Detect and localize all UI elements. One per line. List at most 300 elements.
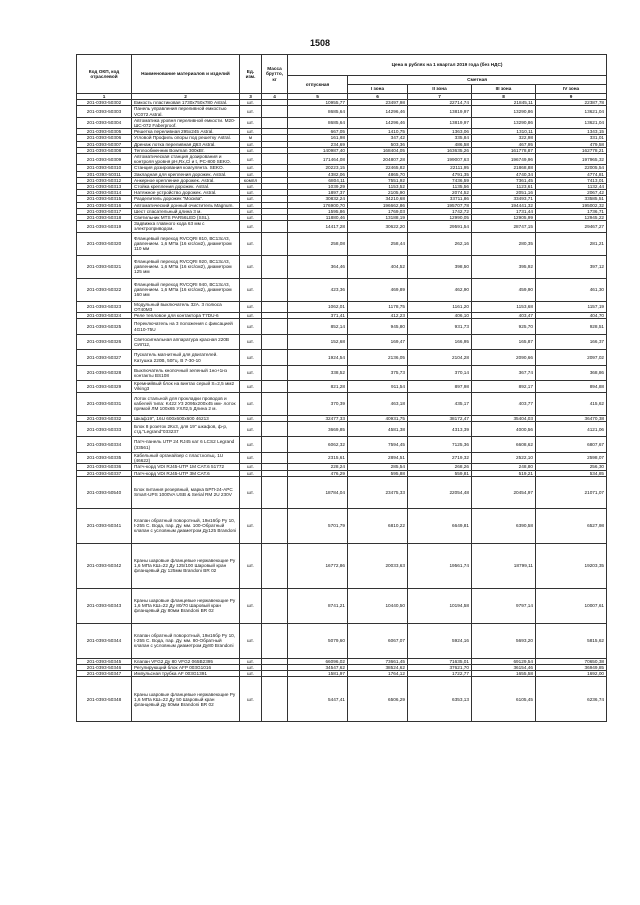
item-unit: шт. [240,202,262,208]
item-mass [262,452,288,463]
price-zone-1: 463,18 [348,392,408,415]
price-zone-2: 931,73 [408,319,472,335]
price-zone-2: 5924,16 [408,623,472,658]
table-row [77,301,607,312]
table-row [77,365,607,381]
item-name: Краны шаровые фланцевые нержавеющие Ру 1,6 МПа КШ=22 Ду 125/100 Шаровый кран фланцевый Ду 125мм Brandoni BR 02 [132,543,240,588]
price-zone-2: 370,14 [408,365,472,381]
price-zone-3: 9797,14 [472,588,536,623]
item-code: 201-0393-50319 [77,221,132,232]
price-zone-2: 1363,06 [408,129,472,135]
price-zone-3: 892,17 [472,381,536,392]
col-number: 7 [408,94,472,100]
price-zone-1: 6810,22 [348,508,408,543]
table-row [77,215,607,221]
price-zone-3: 21868,88 [472,165,536,171]
table-row [77,476,607,508]
table-row [77,588,607,623]
item-name: Модульный выключатель 32А. 3 полюса ОТ40М3 [132,301,240,312]
price-release: 258,08 [288,232,348,255]
item-mass [262,437,288,453]
item-unit: шт. [240,464,262,470]
item-code: 201-0393-50332 [77,415,132,421]
item-code: 201-0393-50335 [77,452,132,463]
price-release: 14417,28 [288,221,348,232]
item-code: 201-0393-50342 [77,543,132,588]
price-zone-2: 406,10 [408,313,472,319]
table-row [77,129,607,135]
price-zone-1: 73661,45 [348,658,408,664]
table-row [77,232,607,255]
item-code: 201-0393-50325 [77,319,132,335]
item-mass [262,319,288,335]
item-unit: шт. [240,671,262,677]
price-zone-1: 945,80 [348,319,408,335]
price-zone-2: 10194,58 [408,588,472,623]
table-row [77,543,607,588]
item-code: 201-0393-50306 [77,135,132,141]
price-zone-3: 4740,34 [472,171,536,177]
col-number: 3 [240,94,262,100]
price-release: 371,41 [288,313,348,319]
price-zone-2: 163635,26 [408,147,472,153]
header-name: Наименование материалов и изделий [132,55,240,94]
item-name: Краны шаровые фланцевые нержавеющие Ру 1,6 МПа КШ=22 Ду 80/70 Шаровый кран фланцевый Ду 80мм Brandoni BR 02 [132,588,240,623]
item-code: 201-0393-50311 [77,171,132,177]
price-release: 161,98 [288,135,348,141]
price-zone-3: 467,95 [472,141,536,147]
item-code: 201-0393-50327 [77,350,132,366]
price-zone-4: 1157,19 [536,301,607,312]
item-code: 201-0393-50310 [77,165,132,171]
price-release: 1039,29 [288,184,348,190]
table-row [77,165,607,171]
header-zone-3: III зона [472,85,536,94]
price-release: 11880,46 [288,215,348,221]
item-unit: шт. [240,129,262,135]
price-zone-4: 70650,38 [536,658,607,664]
price-zone-4: 368,86 [536,365,607,381]
price-zone-4: 13621,04 [536,106,607,117]
item-unit: шт. [240,658,262,664]
price-zone-3: 2090,66 [472,350,536,366]
item-unit: шт. [240,184,262,190]
price-zone-1: 1178,75 [348,301,408,312]
table-row [77,196,607,202]
price-zone-4: 1736,71 [536,208,607,214]
item-mass [262,392,288,415]
price-zone-1: 14296,46 [348,117,408,128]
price-zone-4: 2097,02 [536,350,607,366]
price-zone-1: 1764,12 [348,671,408,677]
col-number: 1 [77,94,132,100]
price-release: 3669,85 [288,421,348,437]
item-name: Блок питания резервный, марка БРП-24-APC Smart-UPS 1000VA USB & Serial RM 2U 230V [132,476,240,508]
price-zone-3: 33493,71 [472,196,536,202]
col-number: 6 [348,94,408,100]
price-release: 171464,08 [288,154,348,165]
table-row [77,208,607,214]
price-zone-3: 161778,87 [472,147,536,153]
item-mass [262,278,288,301]
item-name: Фланцевый переход RVCQRI 810, ВС13сл3, давлением. 1,6 МПа (16 кгс/см2), диаметром 110 мм [132,232,240,255]
item-name: Автоматический донный очиститель Magnum. [132,202,240,208]
price-zone-2: 22714,74 [408,100,472,106]
price-zone-1: 168404,05 [348,147,408,153]
item-unit: шт. [240,147,262,153]
item-mass [262,154,288,165]
price-zone-2: 37621,70 [408,664,472,670]
item-name: Шкаф19", 16U 600х600х600 46213 [132,415,240,421]
price-zone-1: 204807,28 [348,154,408,165]
price-release: 1062,01 [288,301,348,312]
item-unit: шт. [240,232,262,255]
table-row [77,117,607,128]
item-unit: шт. [240,350,262,366]
item-name: Клапан VFG2 Ду 80 VFG2 065В2395 [132,658,240,664]
price-zone-4: 162778,21 [536,147,607,153]
price-release: 8741,21 [288,588,348,623]
price-zone-3: 7361,45 [472,177,536,183]
item-code: 201-0393-50336 [77,464,132,470]
price-release: 10955,77 [288,100,348,106]
item-mass [262,381,288,392]
price-release: 32477,33 [288,415,348,421]
price-release: 6062,32 [288,437,348,453]
item-name: Задвижка главного кода 63 мм с электроприводом. [132,221,240,232]
price-zone-3: 5693,20 [472,623,536,658]
price-zone-2: 6649,81 [408,508,472,543]
price-zone-2: 195707,78 [408,202,472,208]
table-row [77,464,607,470]
price-zone-1: 13188,19 [348,215,408,221]
header-estimate: Сметная [348,76,607,85]
price-release: 20223,15 [288,165,348,171]
price-release: 4382,06 [288,171,348,177]
price-release: 30832,24 [288,196,348,202]
item-name: Реле тепловое для контактора Т7DU-6 [132,313,240,319]
price-zone-4: 4774,81 [536,171,607,177]
price-zone-4: 534,85 [536,470,607,476]
item-mass [262,117,288,128]
price-zone-3: 20454,97 [472,476,536,508]
price-zone-3: 2522,10 [472,452,536,463]
item-name: Патч-панель UTP 24 RJ45 кат 6 LCS2 Legrand (33561) [132,437,240,453]
item-code: 201-0393-50317 [77,208,132,214]
item-unit: шт. [240,221,262,232]
price-zone-4: 4121,06 [536,421,607,437]
table-row [77,319,607,335]
price-zone-2: 22054,48 [408,476,472,508]
price-zone-1: 258,44 [348,232,408,255]
table-row [77,421,607,437]
price-zone-2: 897,98 [408,381,472,392]
price-release: 476,29 [288,470,348,476]
price-zone-3: 925,70 [472,319,536,335]
item-name: Выключатель кнопочный зеленый 1но+1нз контакты BS108 [132,365,240,381]
item-name: Кабельный органайзер с пласт.кольц. 1U (46622) [132,452,240,463]
item-code: 201-0393-50343 [77,588,132,623]
price-zone-3: 2051,16 [472,190,536,196]
price-zone-4: 404,70 [536,313,607,319]
item-name: Автоматика уровня переливной емкости. M20-ШС-072 Faberproof. [132,117,240,128]
item-mass [262,301,288,312]
price-zone-2: 262,16 [408,232,472,255]
price-zone-4: 894,88 [536,381,607,392]
header-zone-2: II зона [408,85,472,94]
item-code: 201-0393-50323 [77,301,132,312]
price-zone-4: 166,37 [536,334,607,350]
price-zone-1: 7594,45 [348,437,408,453]
price-release: 1924,54 [288,350,348,366]
item-unit: шт. [240,215,262,221]
price-zone-4: 1343,15 [536,129,607,135]
price-zone-4: 2067,42 [536,190,607,196]
item-name: Регулирующий блок AFP 003G1016 [132,664,240,670]
table-body [77,100,607,722]
price-zone-4: 256,30 [536,464,607,470]
price-release: 852,14 [288,319,348,335]
table-row [77,141,607,147]
price-zone-1: 14296,46 [348,106,408,117]
price-zone-3: 194441,32 [472,202,536,208]
price-zone-1: 404,52 [348,255,408,278]
item-unit: шт. [240,508,262,543]
table-row [77,452,607,463]
item-name: Натяжное устройство дорожек. Astral. [132,190,240,196]
price-zone-2: 19561,74 [408,543,472,588]
price-zone-1: 196662,86 [348,202,408,208]
item-name: Дренаж лотка переливная Д63 Astral. [132,141,240,147]
price-zone-1: 1410,75 [348,129,408,135]
item-name: Теплообменник Bowman 300кВт. [132,147,240,153]
header-mass: Масса брутто, кг [262,55,288,94]
item-code: 201-0393-50333 [77,421,132,437]
price-zone-2: 268,26 [408,464,472,470]
col-number: 5 [288,94,348,100]
item-unit: шт. [240,452,262,463]
price-zone-1: 1153,52 [348,184,408,190]
price-zone-3: 6608,62 [472,437,536,453]
price-zone-4: 415,62 [536,392,607,415]
price-zone-4: 461,30 [536,278,607,301]
price-zone-4: 33585,51 [536,196,607,202]
item-name: Светильник MTS PAR56LED (SSL). [132,215,240,221]
item-name: Решетка переливная 295х245 Astral. [132,129,240,135]
price-release: 18784,04 [288,476,348,508]
price-zone-4: 7413,01 [536,177,607,183]
item-unit: компл [240,177,262,183]
price-release: 6804,11 [288,177,348,183]
price-zone-3: 403,47 [472,313,536,319]
price-zone-4: 12945,22 [536,215,607,221]
item-mass [262,221,288,232]
price-zone-2: 1135,56 [408,184,472,190]
price-zone-2: 71635,01 [408,658,472,664]
price-zone-3: 1153,68 [472,301,536,312]
item-name: Краны шаровые фланцевые нержавеющие Ру 1,6 МПа КШ=22 Ду 50 Шаровый кран фланцевый Ду 50мм Brandoni BR 02 [132,677,240,722]
price-zone-1: 10440,50 [348,588,408,623]
price-zone-1: 469,89 [348,278,408,301]
price-zone-2: 29591,54 [408,221,472,232]
item-mass [262,476,288,508]
price-release: 8685,64 [288,106,348,117]
price-zone-3: 1310,11 [472,129,536,135]
table-row [77,350,607,366]
item-name: Шест спасательный длина 3 м. [132,208,240,214]
price-zone-3: 459,90 [472,278,536,301]
price-zone-4: 22005,54 [536,165,607,171]
price-zone-3: 21845,11 [472,100,536,106]
price-zone-3: 13290,86 [472,106,536,117]
price-zone-1: 23475,33 [348,476,408,508]
item-unit: шт. [240,677,262,722]
item-code: 201-0393-50326 [77,334,132,350]
price-release: 228,24 [288,464,348,470]
price-zone-4: 21071,07 [536,476,607,508]
item-code: 201-0393-50346 [77,664,132,670]
item-unit: шт. [240,208,262,214]
item-mass [262,255,288,278]
price-zone-1: 503,36 [348,141,408,147]
table-row [77,177,607,183]
col-number: 4 [262,94,288,100]
price-zone-3: 196749,96 [472,154,536,165]
price-zone-3: 69129,54 [472,658,536,664]
price-zone-2: 166,95 [408,334,472,350]
item-name: Переключатель на 3 положения с фиксацией 4G10-75U [132,319,240,335]
item-unit: шт. [240,196,262,202]
price-zone-1: 412,23 [348,313,408,319]
price-zone-2: 4791,35 [408,171,472,177]
table-row [77,508,607,543]
table-row [77,154,607,165]
price-zone-1: 7551,92 [348,177,408,183]
header-price-title: Цена в рублях на 1 квартал 2019 года (без НДС) [288,55,607,76]
price-release: 667,05 [288,129,348,135]
price-zone-2: 2719,32 [408,452,472,463]
item-code: 201-0393-50308 [77,147,132,153]
item-unit: шт. [240,106,262,117]
item-unit: шт. [240,543,262,588]
price-zone-3: 35404,03 [472,415,536,421]
page-number: 1508 [309,38,331,48]
item-code: 201-0393-50320 [77,232,132,255]
item-code: 201-0393-50347 [77,671,132,677]
price-zone-2: 462,90 [408,278,472,301]
header-zone-4: IV зона [536,85,607,94]
price-zone-2: 4313,39 [408,421,472,437]
item-unit: м [240,135,262,141]
item-code: 201-0393-50318 [77,215,132,221]
header-code: Код ОКП, код отраслевой [77,55,132,94]
item-mass [262,543,288,588]
price-zone-1: 4865,70 [348,171,408,177]
item-unit: шт. [240,334,262,350]
price-zone-1: 23497,98 [348,100,408,106]
table-row [77,313,607,319]
item-unit: шт. [240,476,262,508]
item-mass [262,106,288,117]
price-zone-1: 2894,51 [348,452,408,463]
col-number: 9 [536,94,607,100]
item-code: 201-0393-50302 [77,100,132,106]
item-name: Емкость пластиковая 1730х750х780 Astral. [132,100,240,106]
price-zone-2: 335,84 [408,135,472,141]
price-zone-4: 6527,98 [536,508,607,543]
item-name: Лоток стальной для прокладки проводов и кабелей типа: K422 У3 2095х200х45 мм- лоток прямой ЛМ 100х65 УХЛ2,5 Длина 2 м. [132,392,240,415]
price-zone-4: 197965,32 [536,154,607,165]
price-zone-1: 2136,05 [348,350,408,366]
table-row [77,437,607,453]
item-unit: шт. [240,301,262,312]
price-zone-1: 169,47 [348,334,408,350]
item-name: Угловой Профиль опоры под решетку Astral. [132,135,240,141]
price-zone-2: 6353,13 [408,677,472,722]
item-name: Панель управления переливной емкостью VC072 Astral. [132,106,240,117]
price-zone-2: 12990,05 [408,215,472,221]
price-release: 140987,40 [288,147,348,153]
item-name: Анкерное крепление дорожек. Astral. [132,177,240,183]
item-unit: шт. [240,255,262,278]
price-zone-1: 595,88 [348,470,408,476]
item-name: Патч-корд VDI RJ45-UTP 1M CAT.6 51772 [132,464,240,470]
table-row [77,100,607,106]
item-name: Импульсная трубка AF 003G1391 [132,671,240,677]
table-row [77,664,607,670]
table-row [77,171,607,177]
item-mass [262,232,288,255]
item-unit: шт. [240,319,262,335]
price-zone-4: 6807,67 [536,437,607,453]
item-code: 201-0393-50313 [77,184,132,190]
price-zone-1: 911,54 [348,381,408,392]
item-mass [262,334,288,350]
table-row [77,147,607,153]
item-unit: шт. [240,664,262,670]
table-row [77,106,607,117]
price-zone-1: 6506,29 [348,677,408,722]
item-code: 201-0393-50329 [77,381,132,392]
price-zone-1: 40931,75 [348,415,408,421]
price-zone-4: 6236,74 [536,677,607,722]
price-zone-4: 331,01 [536,135,607,141]
item-unit: шт. [240,165,262,171]
table-row [77,190,607,196]
price-release: 2315,61 [288,452,348,463]
price-release: 8685,64 [288,117,348,128]
header-release: отпускная [288,76,348,94]
price-zone-4: 479,58 [536,141,607,147]
item-code: 201-0393-50334 [77,437,132,453]
price-zone-2: 486,58 [408,141,472,147]
item-code: 201-0393-50540 [77,476,132,508]
price-release: 1581,97 [288,671,348,677]
price-zone-2: 33711,86 [408,196,472,202]
table-row [77,381,607,392]
price-zone-3: 28747,15 [472,221,536,232]
price-release: 423,36 [288,278,348,301]
item-name: Кремнийвый блок на винтах серый S=2,5 мм2 Viking3 [132,381,240,392]
item-code: 201-0393-50331 [77,392,132,415]
price-zone-1: 30622,20 [348,221,408,232]
item-mass [262,508,288,543]
price-zone-3: 6390,58 [472,508,536,543]
item-mass [262,365,288,381]
price-release: 821,28 [288,381,348,392]
price-zone-3: 519,21 [472,470,536,476]
price-zone-2: 2104,28 [408,350,472,366]
